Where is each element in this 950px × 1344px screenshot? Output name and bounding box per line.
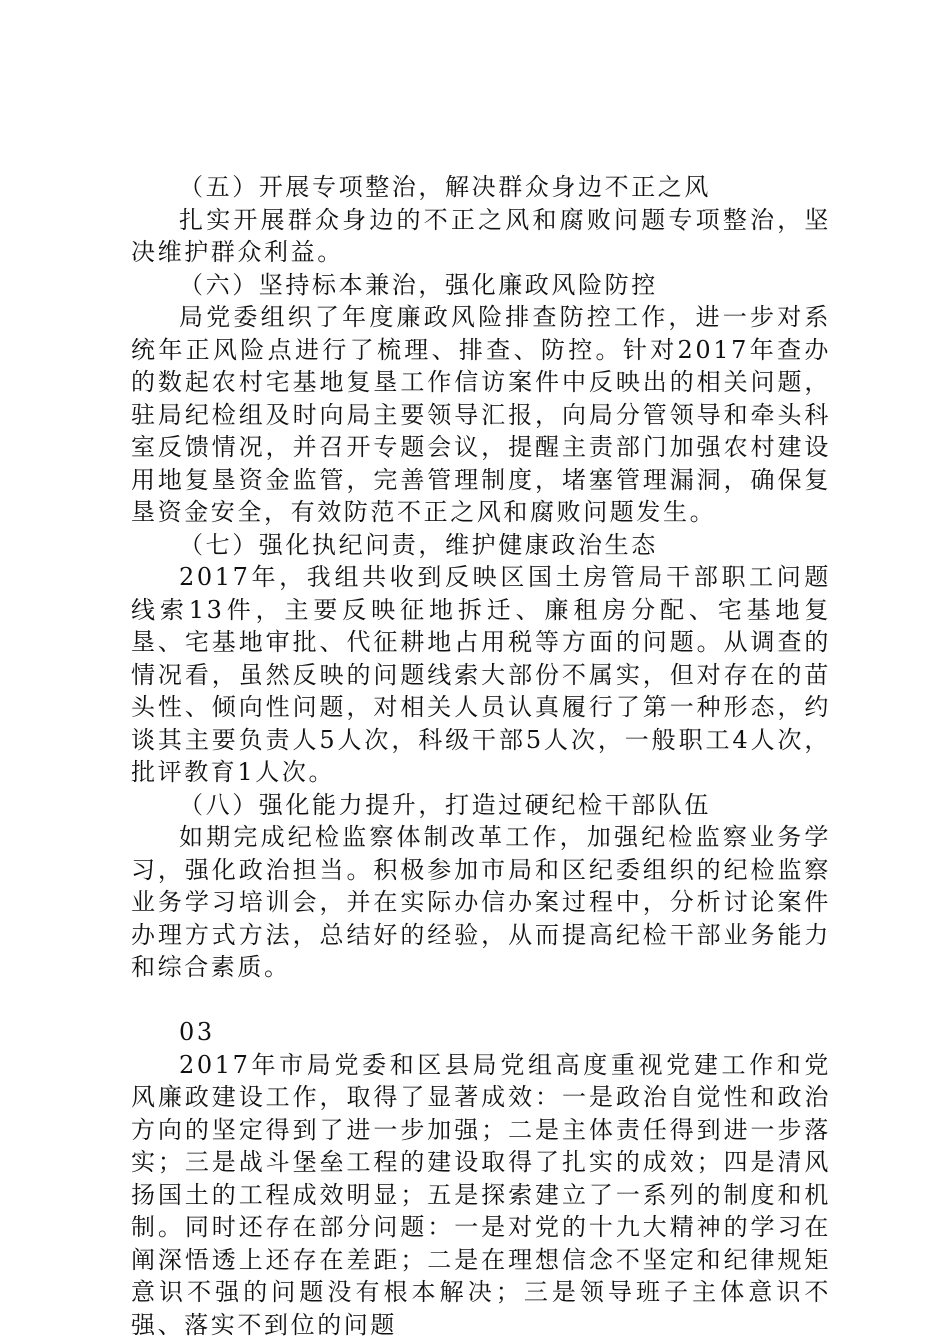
section-heading-5: （五）开展专项整治，解决群众身边不正之风 bbox=[179, 173, 711, 201]
document-body bbox=[131, 171, 831, 1341]
section-heading-8: （八）强化能力提升，打造过硬纪检干部队伍 bbox=[179, 790, 711, 819]
paragraph: 局党委组织了年度廉政风险排查防控工作，进一步对系统年正风险点进行了梳理、排查、防控。针对2017年查办的数起农村宅基地复垦工作信访案件中反映出的相关问题，驻局纪检组及时向局主要领导汇报，向局分管领导和牵头科室反馈情况，并召开专题会议，提醒主责部门加强农村建设用地复垦资金监管，完善管理制度，堵塞管理漏洞，确保复垦资金安全，有效防范不正之风和腐败问题发生。 bbox=[131, 303, 831, 526]
section-heading-6: （六）坚持标本兼治，强化廉政风险防控 bbox=[179, 270, 658, 299]
paragraph: 如期完成纪检监察体制改革工作，加强纪检监察业务学习，强化政治担当。积极参加市局和区纪委组织的纪检监察业务学习培训会，并在实际办信办案过程中，分析讨论案件办理方式方法，总结好的经验，从而提高纪检干部业务能力和综合素质。 bbox=[131, 823, 831, 981]
paragraph: 2017年，我组共收到反映区国土房管局干部职工问题线索13件，主要反映征地拆迁、廉租房分配、宅基地复垦、宅基地审批、代征耕地占用税等方面的问题。从调查的情况看，虽然反映的问题线索大部份不属实，但对存在的苗头性、倾向性问题，对相关人员认真履行了第一种形态，约谈其主要负责人5人次，科级干部5人次，一般职工4人次，批评教育1人次。 bbox=[131, 563, 831, 786]
paragraph: 扎实开展群众身边的不正之风和腐败问题专项整治，坚决维护群众利益。 bbox=[131, 205, 831, 266]
section-heading-7: （七）强化执纪问责，维护健康政治生态 bbox=[179, 530, 658, 559]
paragraph: 2017年市局党委和区县局党组高度重视党建工作和党风廉政建设工作，取得了显著成效：一是政治自觉性和政治方向的坚定得到了进一步加强；二是主体责任得到进一步落实；三是战斗堡垒工程的建设取得了扎实的成效；四是清风扬国土的工程成效明显；五是探索建立了一系列的制度和机制。同时还存在部分问题：一是对党的十九大精神的学习在阐深悟透上还存在差距；二是在理想信念不坚定和纪律规矩意识不强的问题没有根本解决；三是领导班子主体意识不强、落实不到位的问题 bbox=[131, 1050, 831, 1339]
section-number: 03 bbox=[179, 1018, 215, 1046]
